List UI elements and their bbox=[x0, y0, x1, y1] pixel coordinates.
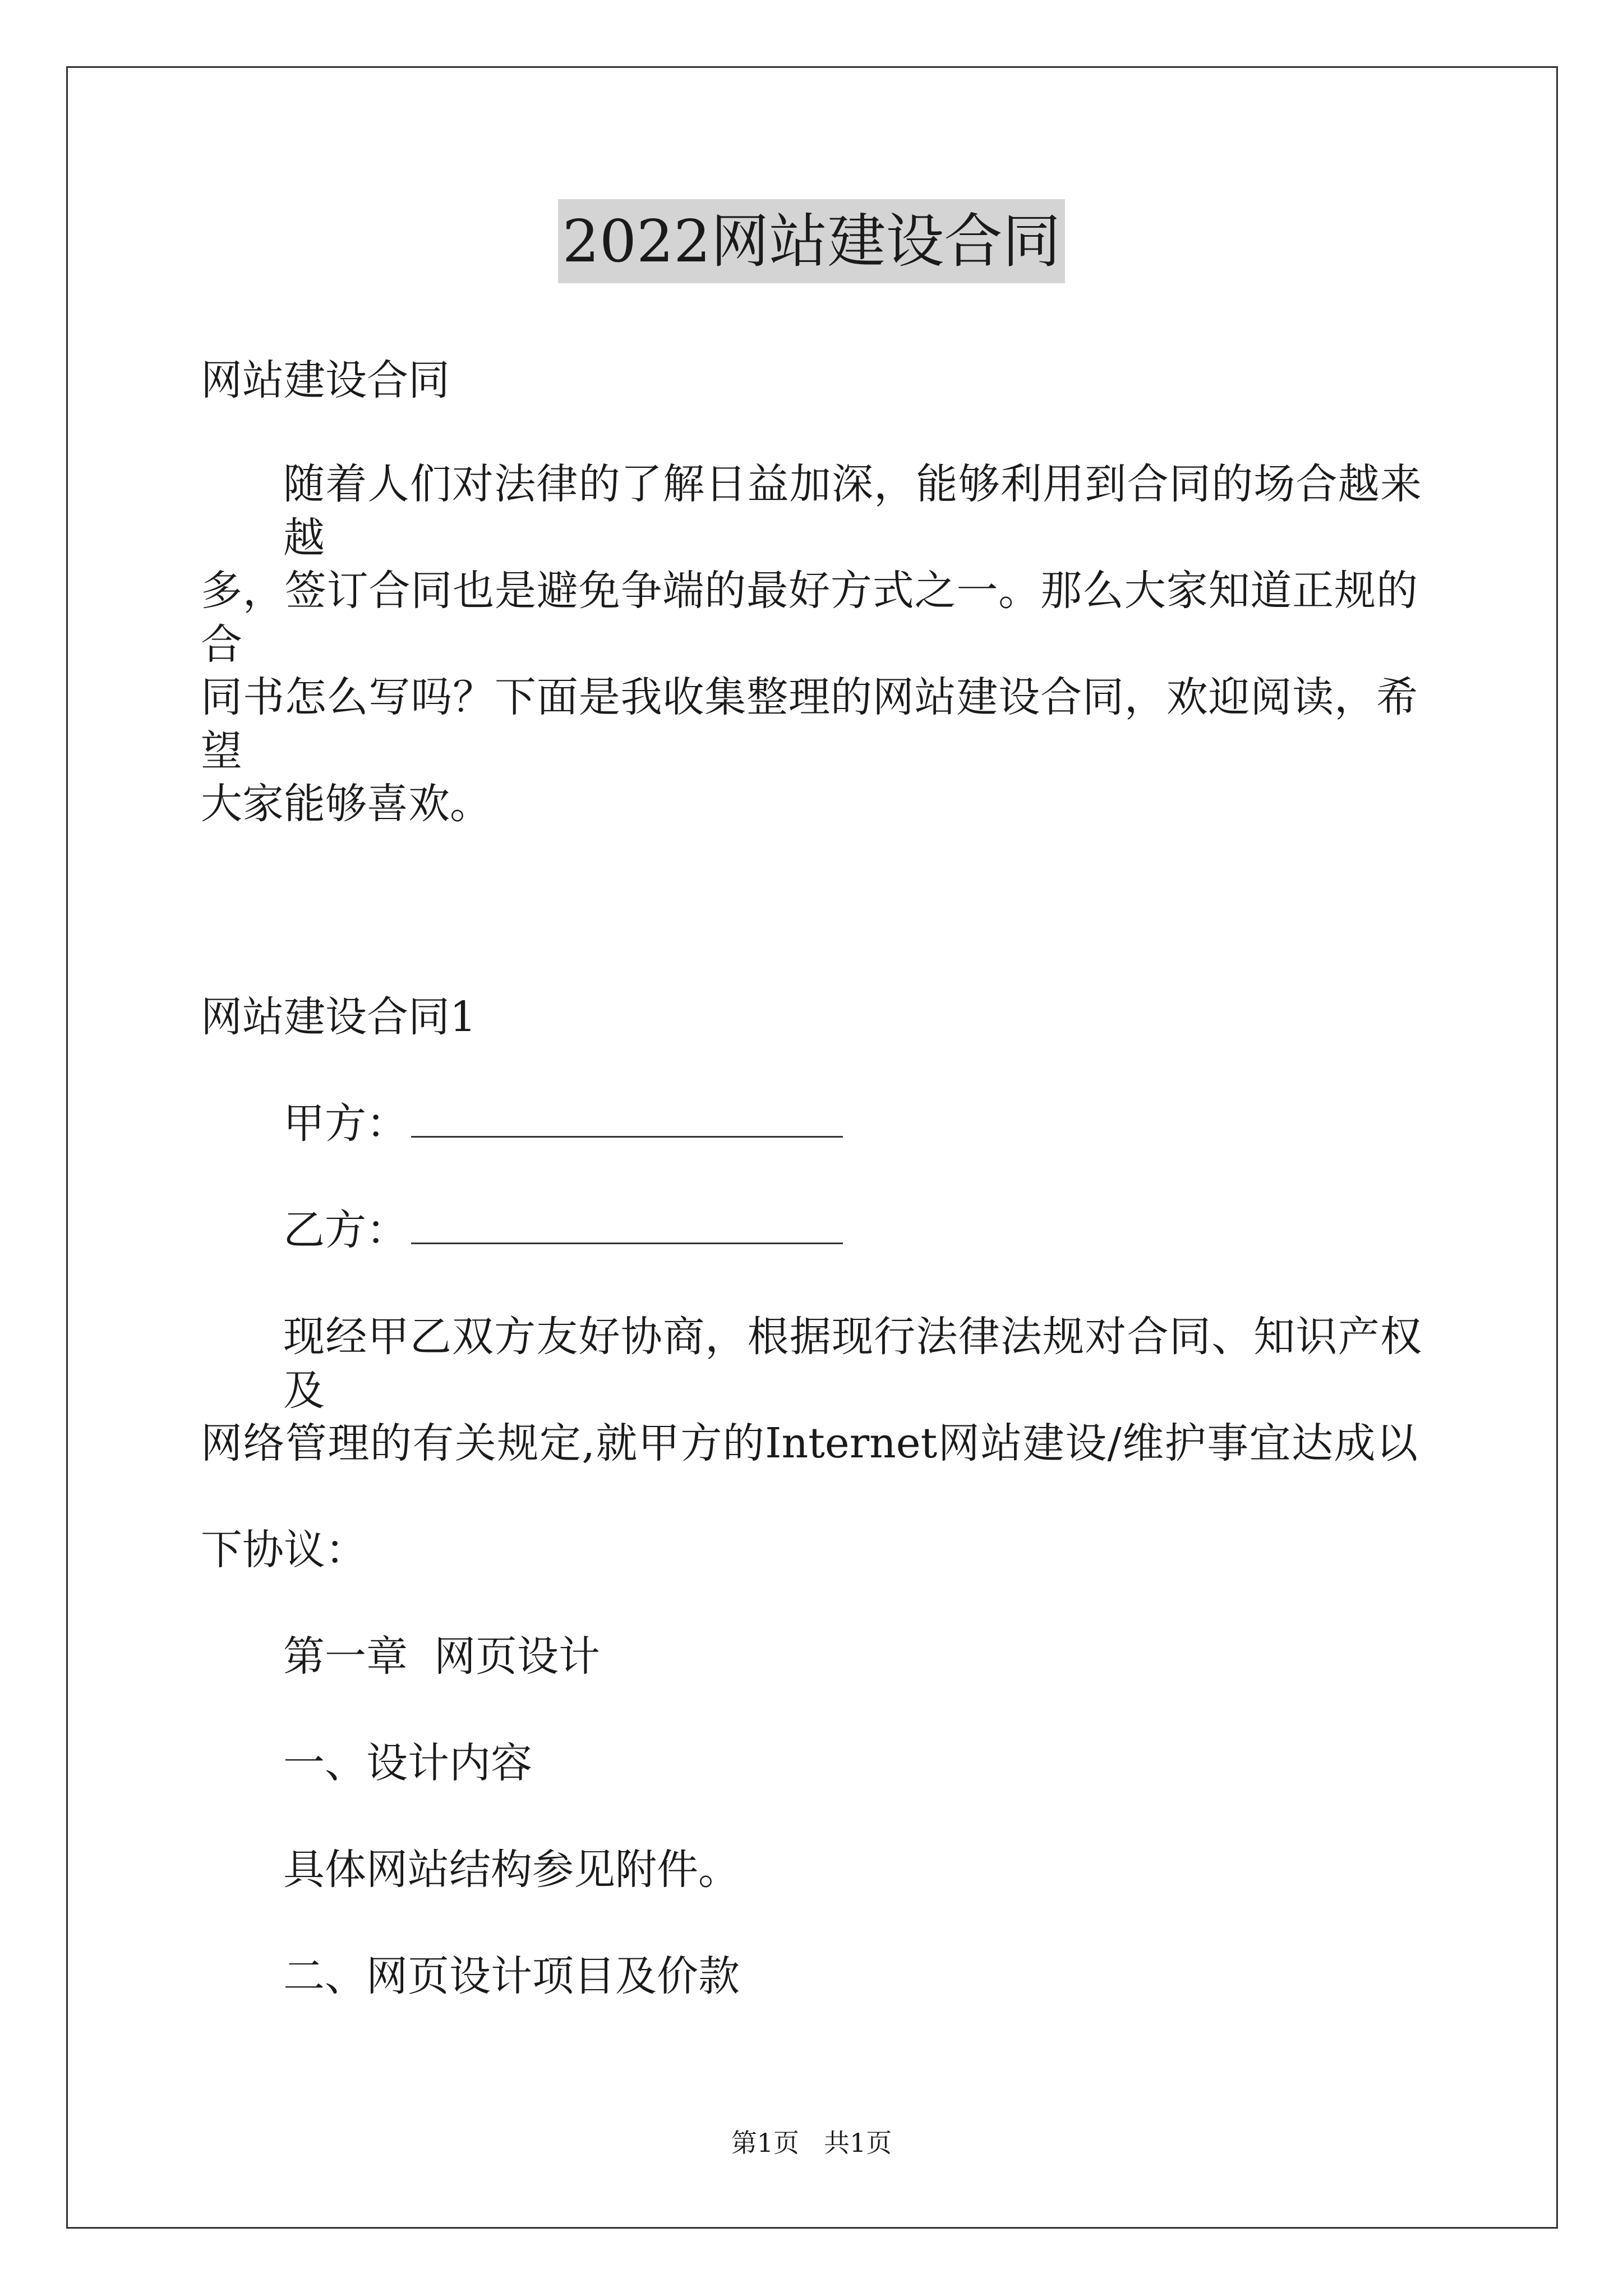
agreement-line-3: 下协议： bbox=[201, 1526, 367, 1574]
party-a-blank[interactable] bbox=[411, 1101, 843, 1138]
chapter-heading: 第一章 网页设计 bbox=[283, 1632, 601, 1681]
page-footer bbox=[0, 2126, 1623, 2160]
item-1-text: 具体网站结构参见附件。 bbox=[283, 1846, 740, 1894]
party-b-row bbox=[283, 1203, 843, 1257]
document-title: 2022网站建设合同 bbox=[558, 199, 1066, 283]
party-b-label: 乙方： bbox=[283, 1206, 408, 1254]
party-b-blank[interactable] bbox=[411, 1208, 843, 1244]
section-title: 网站建设合同1 bbox=[201, 993, 477, 1041]
intro-line-4: 大家能够喜欢。 bbox=[201, 780, 491, 828]
intro-line-2: 多，签订合同也是避免争端的最好方式之一。那么大家知道正规的合 bbox=[201, 567, 1418, 669]
party-a-row bbox=[283, 1097, 843, 1151]
party-a-label: 甲方： bbox=[283, 1099, 408, 1148]
title-container bbox=[0, 199, 1623, 283]
page-current: 第1页 bbox=[731, 2128, 799, 2158]
page-total: 共1页 bbox=[824, 2128, 892, 2158]
intro-line-1: 随着人们对法律的了解日益加深，能够利用到合同的场合越来越 bbox=[283, 460, 1422, 562]
intro-line-3: 同书怎么写吗？下面是我收集整理的网站建设合同，欢迎阅读，希望 bbox=[201, 673, 1418, 775]
heading: 网站建设合同 bbox=[201, 356, 450, 404]
item-1-heading: 一、设计内容 bbox=[283, 1739, 532, 1787]
agreement-line-2: 网络管理的有关规定,就甲方的Internet网站建设/维护事宜达成以 bbox=[201, 1419, 1418, 1467]
agreement-line-1: 现经甲乙双方友好协商，根据现行法律法规对合同、知识产权及 bbox=[283, 1313, 1422, 1415]
item-2-heading: 二、网页设计项目及价款 bbox=[283, 1952, 740, 2000]
